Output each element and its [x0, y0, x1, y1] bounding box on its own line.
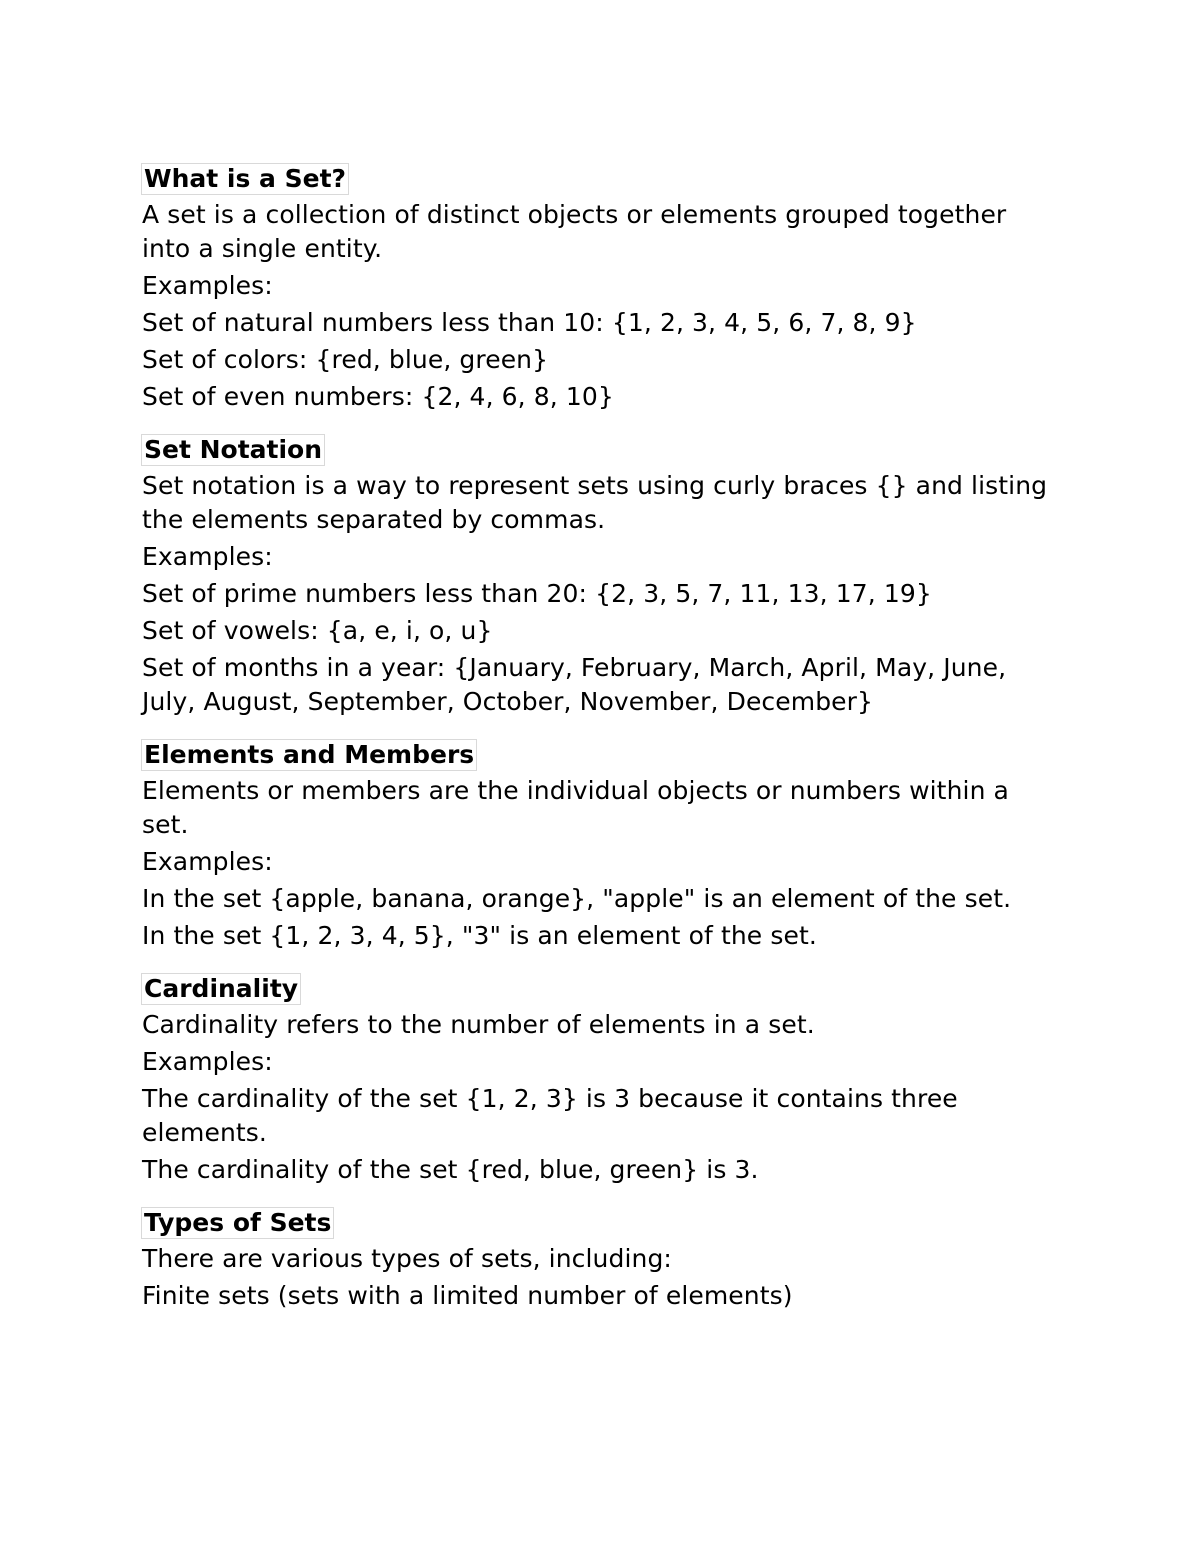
section-types-of-sets [142, 1207, 1062, 1313]
paragraph: Set of natural numbers less than 10: {1, 2, 3, 4, 5, 6, 7, 8, 9} [142, 308, 917, 337]
section-elements-and-members [142, 739, 1062, 953]
section-heading: Set Notation [141, 434, 325, 466]
paragraph: Set of prime numbers less than 20: {2, 3, 5, 7, 11, 13, 17, 19} [142, 579, 932, 608]
section-set-notation [142, 434, 1062, 719]
paragraph: Set of colors: {red, blue, green} [142, 345, 549, 374]
paragraph: Finite sets (sets with a limited number of elements) [142, 1281, 793, 1310]
paragraph: The cardinality of the set {1, 2, 3} is 3 because it contains three elements. [142, 1084, 958, 1147]
paragraph: Set of vowels: {a, e, i, o, u} [142, 616, 493, 645]
paragraph: Set of months in a year: {January, February, March, April, May, June, July, August, September, October, November, December} [142, 653, 1007, 716]
section-heading: Cardinality [141, 973, 301, 1005]
paragraph: Examples: [142, 271, 273, 300]
paragraph: Elements or members are the individual objects or numbers within a set. [142, 776, 1009, 839]
paragraph: Set notation is a way to represent sets using curly braces {} and listing the elements separated by commas. [142, 471, 1048, 534]
paragraph: Cardinality refers to the number of elements in a set. [142, 1010, 815, 1039]
section-cardinality [142, 973, 1062, 1187]
document-page [142, 163, 1062, 1333]
paragraph: In the set {1, 2, 3, 4, 5}, "3" is an element of the set. [142, 921, 817, 950]
paragraph: In the set {apple, banana, orange}, "apple" is an element of the set. [142, 884, 1012, 913]
paragraph: Set of even numbers: {2, 4, 6, 8, 10} [142, 382, 614, 411]
section-heading: Types of Sets [141, 1207, 334, 1239]
paragraph: Examples: [142, 542, 273, 571]
section-heading: What is a Set? [141, 163, 349, 195]
section-heading: Elements and Members [141, 739, 477, 771]
paragraph: Examples: [142, 847, 273, 876]
section-what-is-a-set [142, 163, 1062, 414]
paragraph: The cardinality of the set {red, blue, green} is 3. [142, 1155, 759, 1184]
paragraph: A set is a collection of distinct objects or elements grouped together into a single entity. [142, 200, 1007, 263]
paragraph: Examples: [142, 1047, 273, 1076]
paragraph: There are various types of sets, including: [142, 1244, 672, 1273]
